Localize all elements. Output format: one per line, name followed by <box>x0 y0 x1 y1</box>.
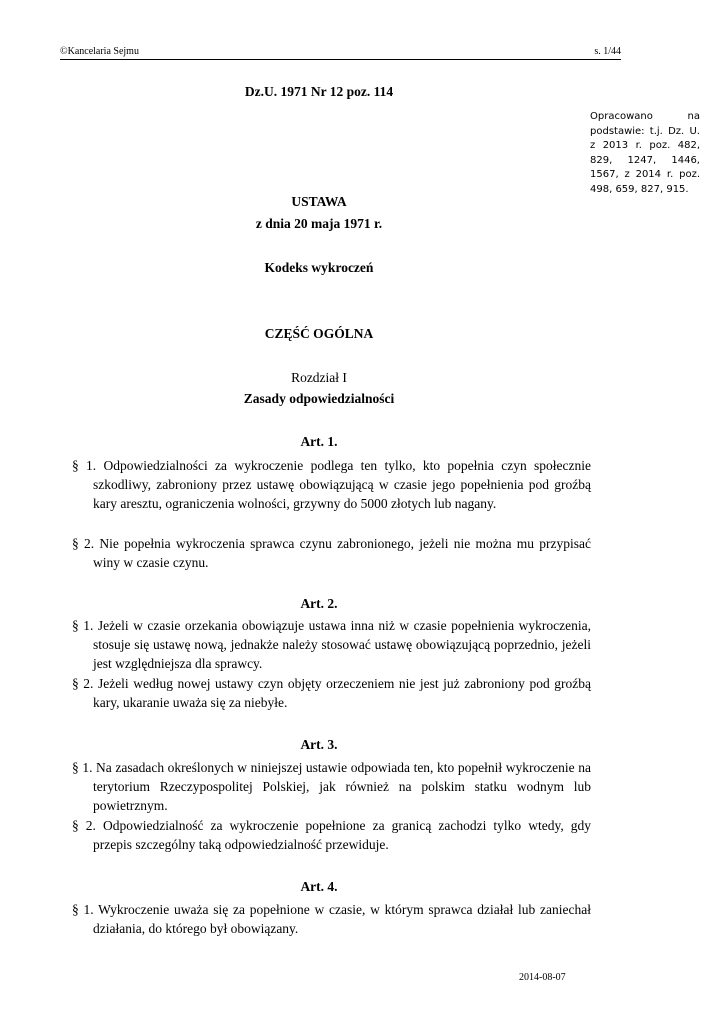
article-heading: Art. 2. <box>300 596 338 611</box>
consolidation-note: Opracowano na podstawie: t.j. Dz. U. z 2013 r. poz. 482, 829, 1247, 1446, 1567, z 2014 r. poz. 498, 659, 827, 915. <box>590 111 700 195</box>
act-type: USTAWA <box>291 194 347 209</box>
article-paragraph: § 1. Wykroczenie uważa się za popełnione w czasie, w którym sprawca działał lub zaniechał działania, do którego był obowiązany. <box>72 902 591 936</box>
act-title: Kodeks wykroczeń <box>264 260 374 275</box>
publisher-label: ©Kancelaria Sejmu <box>60 46 139 57</box>
article-paragraph: § 2. Odpowiedzialność za wykroczenie popełnione za granicą zachodzi tylko wtedy, gdy przepis szczególny taką odpowiedzialność przewiduje. <box>72 818 591 852</box>
page-number: s. 1/44 <box>594 46 621 57</box>
chapter-number: Rozdział I <box>291 370 347 385</box>
article-paragraph: § 1. Odpowiedzialności za wykroczenie podlega ten tylko, kto popełnia czyn społecznie szkodliwy, zabroniony przez ustawę obowiązującą w czasie jego popełnienia pod groźbą kary aresztu, ograniczenia wolności, grzywny do 5000 złotych lub nagany. <box>72 458 591 511</box>
chapter-title: Zasady odpowiedzialności <box>243 391 395 406</box>
page-header <box>60 45 621 60</box>
article-paragraph: § 1. Na zasadach określonych w niniejszej ustawie odpowiada ten, kto popełnił wykroczenie na terytorium Rzeczypospolitej Polskiej, jak również na polskim statku wodnym lub powietrznym. <box>72 760 591 813</box>
article-paragraph: § 2. Nie popełnia wykroczenia sprawca czynu zabronionego, jeżeli nie można mu przypisać winy w czasie czynu. <box>72 536 591 570</box>
article-heading: Art. 1. <box>300 434 338 449</box>
journal-reference: Dz.U. 1971 Nr 12 poz. 114 <box>244 84 394 99</box>
article-heading: Art. 4. <box>300 879 338 894</box>
article-paragraph: § 1. Jeżeli w czasie orzekania obowiązuje ustawa inna niż w czasie popełnienia wykroczenia, stosuje się ustawę nową, jednakże należy stosować ustawę obowiązującą poprzednio, jeżeli jest względniejsza dla sprawcy. <box>72 618 591 671</box>
article-heading: Art. 3. <box>300 737 338 752</box>
article-paragraph: § 2. Jeżeli według nowej ustawy czyn objęty orzeczeniem nie jest już zabroniony pod groźbą kary, ukaranie uważa się za niebyłe. <box>72 676 591 710</box>
document-date: 2014-08-07 <box>519 972 566 983</box>
act-date: z dnia 20 maja 1971 r. <box>255 216 383 231</box>
part-title: CZĘŚĆ OGÓLNA <box>264 326 374 341</box>
